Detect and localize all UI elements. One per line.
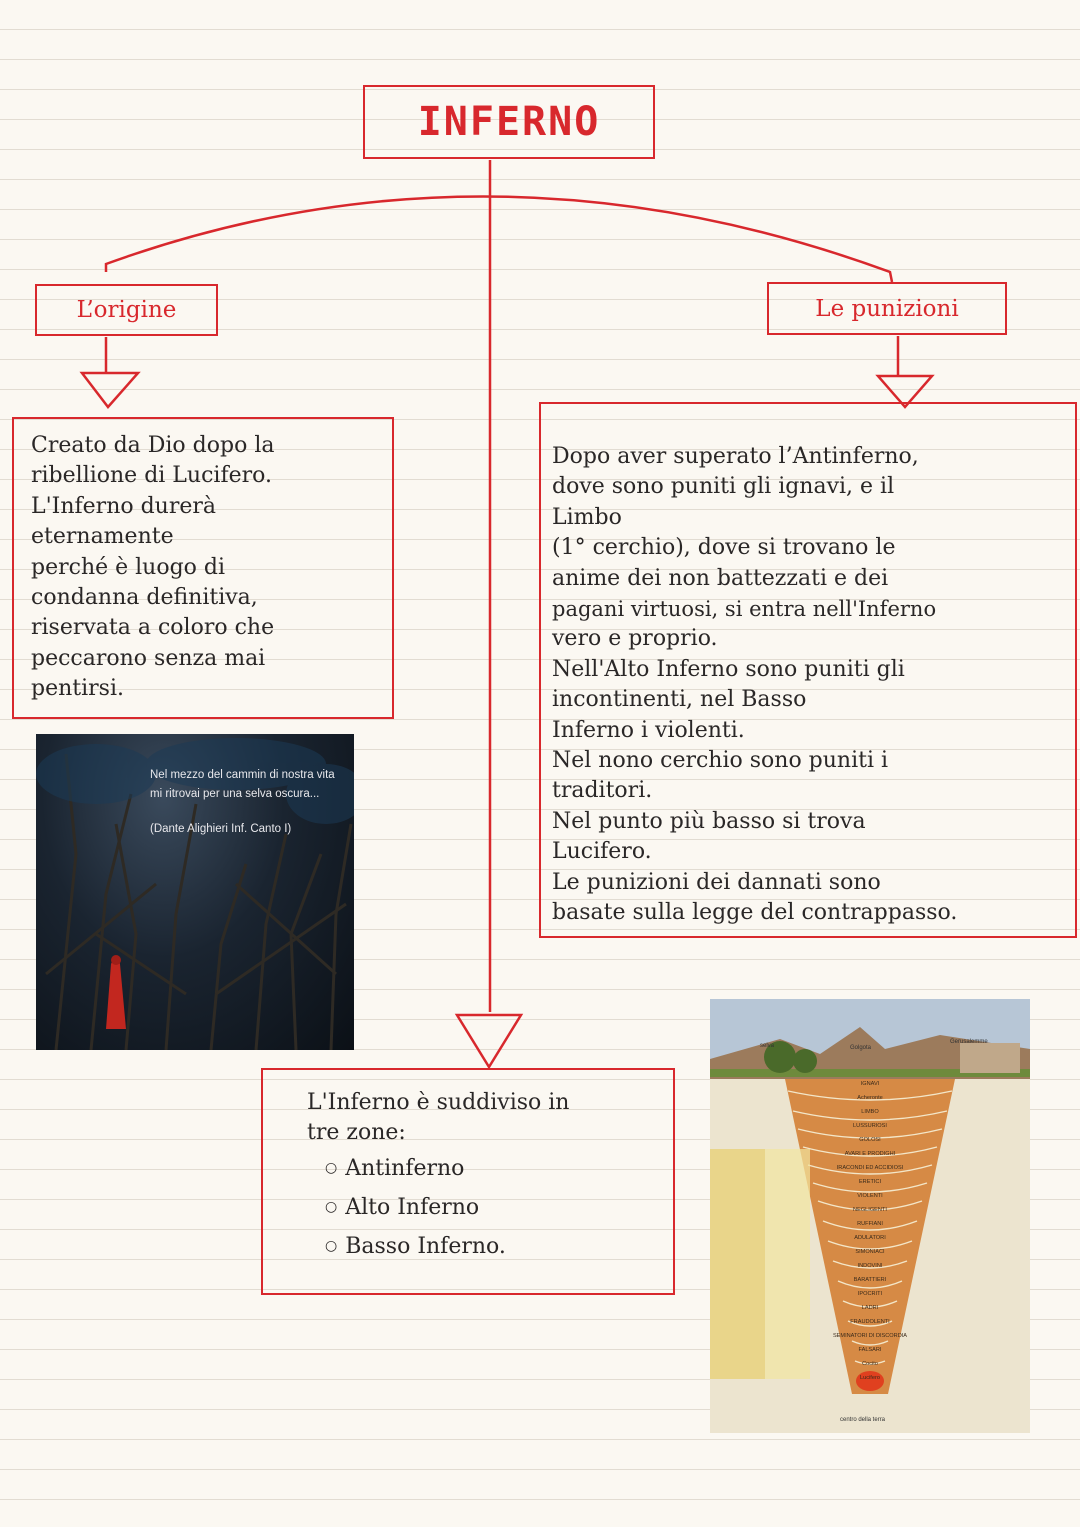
hell-level: FALSARI — [858, 1347, 882, 1353]
hell-label-jerusalem: Gerusalemme — [950, 1039, 988, 1045]
punishment-line: Lucifero. — [552, 839, 652, 865]
origin-label-box — [35, 284, 218, 336]
punishment-line: Nel punto più basso si trova — [552, 808, 866, 834]
punishment-line: Limbo — [552, 504, 622, 530]
hell-level: NEGLIGENTI — [853, 1207, 887, 1213]
hell-level: LIMBO — [861, 1109, 879, 1115]
origin-line: condanna definitiva, — [31, 585, 258, 611]
origin-text-box — [12, 417, 394, 719]
hell-level: FRAUDOLENTI — [850, 1319, 890, 1325]
dante-figure — [106, 958, 126, 1029]
origin-line: L'Inferno durerà — [31, 493, 217, 519]
hell-level: AVARI E PRODIGHI — [844, 1151, 896, 1157]
hell-level: ERETICI — [858, 1179, 882, 1185]
hell-level: Acheronte — [857, 1095, 883, 1101]
hell-level: VIOLENTI — [857, 1193, 883, 1199]
punishments-label-box — [767, 282, 1007, 335]
hell-level: BARATTIERI — [853, 1277, 887, 1283]
hell-level: LADRI — [861, 1305, 879, 1311]
hell-level: IGNAVI — [860, 1081, 880, 1087]
punishment-line: traditori. — [552, 778, 653, 804]
punishment-line: (1° cerchio), dove si trovano le — [552, 535, 896, 561]
hell-level: GOLOSI — [859, 1137, 881, 1143]
quote-line: mi ritrovai per una selva oscura... — [150, 788, 320, 800]
origin-line: Creato da Dio dopo la — [31, 433, 275, 458]
origin-line: ribellione di Lucifero. — [31, 463, 272, 489]
origin-arrow-icon — [82, 373, 138, 407]
dark-forest-image — [36, 734, 354, 1050]
hell-level: Lucifero — [860, 1375, 880, 1381]
punishment-line: anime dei non battezzati e dei — [552, 565, 889, 591]
punishment-line: Nel nono cerchio sono puniti i — [552, 748, 889, 774]
punishment-line: incontinenti, nel Basso — [552, 687, 807, 713]
punishment-line: dove sono puniti gli ignavi, e il — [552, 474, 895, 500]
hell-bottom-label: centro della terra — [840, 1417, 886, 1423]
quote-line: Nel mezzo del cammin di nostra vita — [150, 769, 335, 781]
hell-level: INDOVINI — [857, 1263, 883, 1269]
punishment-line: Inferno i violenti. — [552, 717, 745, 743]
hell-label-selva: selva — [760, 1043, 775, 1049]
zones-arrow-icon — [457, 1015, 521, 1067]
punishment-line: Le punizioni dei dannati sono — [552, 869, 881, 895]
quote-citation: (Dante Alighieri Inf. Canto I) — [150, 823, 292, 835]
origin-line: riservata a coloro che — [31, 615, 275, 641]
zones-intro-line: L'Inferno è suddiviso in — [307, 1090, 570, 1115]
hell-level: Cocito — [862, 1361, 878, 1367]
branch-arc — [106, 196, 892, 282]
punishment-line: Nell'Alto Inferno sono puniti gli — [552, 656, 905, 682]
page-title: INFERNO — [417, 99, 601, 145]
zone-item: ○ Antinferno — [307, 1149, 663, 1188]
forest-quote — [150, 766, 335, 839]
hell-levels — [802, 1077, 938, 1385]
punishment-line: basate sulla legge del contrappasso. — [552, 900, 958, 926]
punishment-line: vero e proprio. — [552, 626, 718, 652]
hell-level: RUFFIANI — [857, 1221, 883, 1227]
zone-item: ○ Alto Inferno — [307, 1188, 663, 1227]
hell-level: IRACONDI ED ACCIDIOSI — [836, 1165, 904, 1171]
hell-structure-image — [710, 999, 1030, 1433]
origin-line: eternamente — [31, 524, 174, 550]
hell-level: ADULATORI — [854, 1235, 886, 1241]
title-box — [363, 85, 655, 159]
hell-level: SEMINATORI DI DISCORDIA — [832, 1333, 908, 1339]
zones-intro-line: tre zone: — [307, 1120, 406, 1146]
hell-level: LUSSURIOSI — [853, 1123, 887, 1129]
origin-label: L’origine — [76, 297, 177, 323]
zone-item: ○ Basso Inferno. — [307, 1227, 663, 1266]
origin-line: peccarono senza mai — [31, 645, 266, 671]
punishment-line: Dopo aver superato l’Antinferno, — [552, 444, 919, 469]
zones-text-box — [261, 1068, 675, 1295]
punishments-text-box — [539, 402, 1077, 938]
punishment-line: pagani virtuosi, si entra nell'Inferno — [552, 597, 937, 622]
punishments-label: Le punizioni — [815, 295, 959, 322]
hell-level: SIMONIACI — [855, 1249, 885, 1255]
hell-label-golgota: Golgota — [850, 1045, 872, 1051]
origin-line: perché è luogo di — [31, 554, 226, 580]
origin-line: pentirsi. — [31, 676, 124, 702]
hell-level: IPOCRITI — [857, 1291, 883, 1297]
